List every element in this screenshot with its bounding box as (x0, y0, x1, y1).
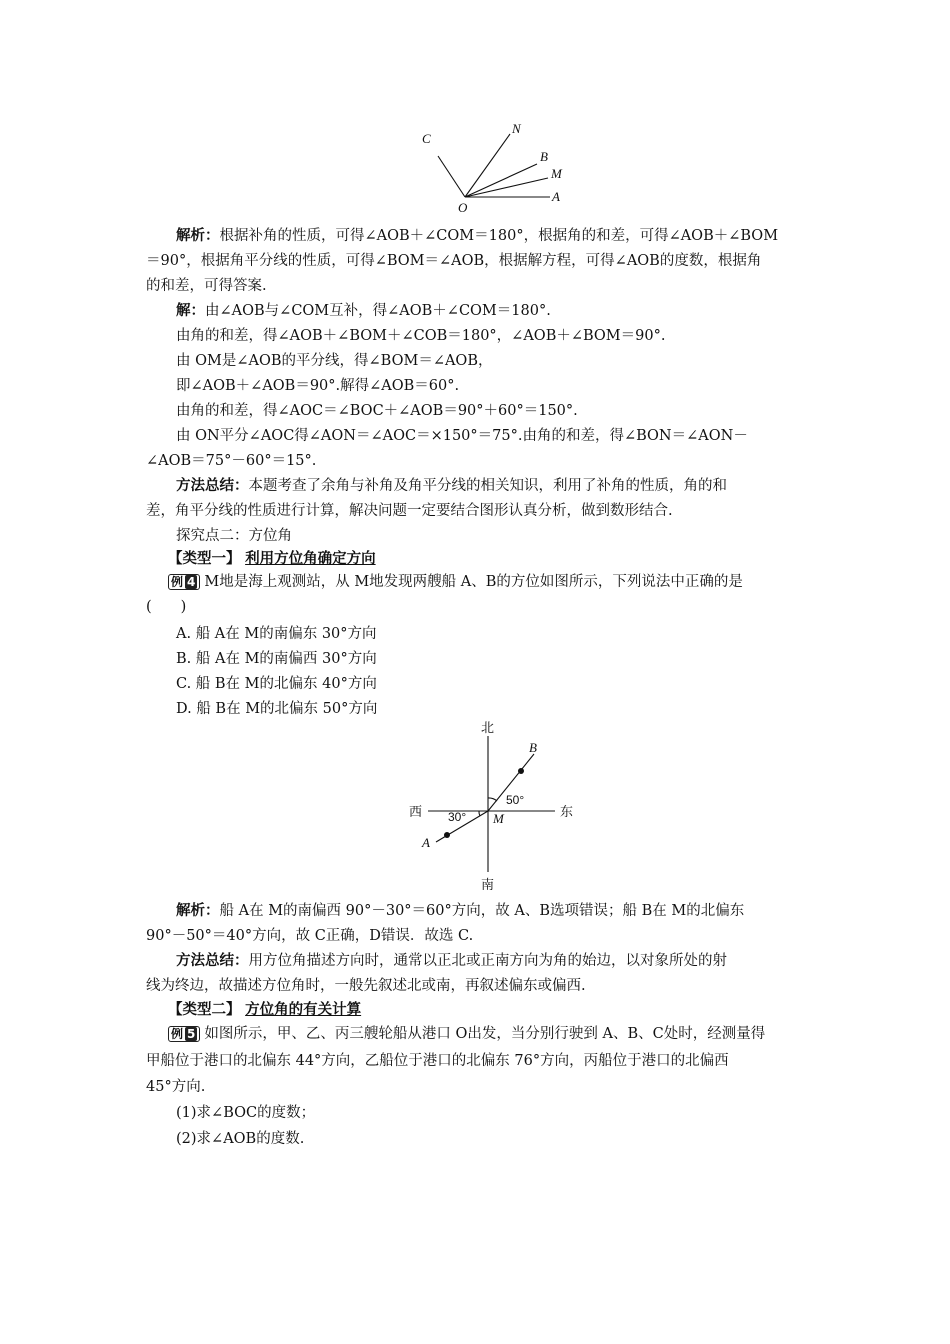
label-north: 北 (481, 721, 495, 736)
example5-question2: (2)求∠AOB的度数. (176, 1131, 305, 1147)
example5-line3: 45°方向. (146, 1079, 206, 1095)
label-c: C (422, 131, 431, 146)
ray-ob (465, 164, 537, 197)
analysis1-line1 (176, 226, 778, 246)
label-point-m: M (493, 811, 504, 826)
ray-om (465, 178, 548, 197)
compass-figure (400, 716, 590, 896)
example5-line1 (168, 1024, 765, 1044)
label-east: 东 (560, 805, 574, 820)
label-west: 西 (409, 805, 423, 820)
analysis2-line2: 90°－50°＝40°方向，故 C正确，D错误．故选 C. (146, 928, 474, 944)
type1-title: 利用方位角确定方向 (245, 551, 376, 567)
example4-line1 (168, 572, 743, 592)
summary2-line2: 线为终边，故描述方位角时，一般先叙述北或南，再叙述偏东或偏西. (146, 978, 586, 994)
analysis1-label: 解析： (176, 228, 220, 244)
example4-option-b: B. 船 A在 M的南偏西 30°方向 (176, 651, 377, 667)
label-angle-30: 30° (448, 810, 467, 824)
summary2-line1 (176, 951, 727, 971)
arc-30 (479, 811, 480, 816)
example5-line2: 甲船位于港口的北偏东 44°方向，乙船位于港口的北偏东 76°方向，丙船位于港口的北偏西 (146, 1053, 729, 1069)
label-angle-50: 50° (506, 793, 525, 807)
label-point-b: B (529, 740, 537, 755)
angle-figure (410, 118, 580, 218)
solution1-label: 解： (176, 303, 205, 319)
arc-50 (488, 798, 497, 801)
label-point-a: A (422, 835, 430, 850)
analysis2-line1 (176, 901, 744, 921)
example4-option-d: D. 船 B在 M的北偏东 50°方向 (176, 701, 378, 717)
label-n: N (512, 121, 521, 136)
label-a: A (552, 189, 560, 204)
analysis1-line3: 的和差，可得答案. (146, 278, 267, 294)
solution1-line6: 由 ON平分∠AOC得∠AON＝∠AOC＝×150°＝75°.由角的和差，得∠BON＝∠AON－ (176, 428, 748, 444)
solution1-line2: 由角的和差，得∠AOB＋∠BOM＋∠COB＝180°，∠AOB＋∠BOM＝90°. (176, 328, 666, 344)
ray-on (465, 134, 510, 197)
example4-option-a: A. 船 A在 M的南偏东 30°方向 (176, 626, 377, 642)
ray-oc (438, 156, 465, 197)
solution1-line3: 由 OM是∠AOB的平分线，得∠BOM＝∠AOB， (176, 353, 493, 369)
example4-stem1: M地是海上观测站，从 M地发现两艘船 A、B的方位如图所示，下列说法中正确的是 (204, 574, 743, 590)
analysis1-text1: 根据补角的性质，可得∠AOB＋∠COM＝180°，根据角的和差，可得∠AOB＋∠BOM (219, 228, 779, 244)
solution1-text1: 由∠AOB与∠COM互补，得∠AOB＋∠COM＝180°. (205, 303, 551, 319)
summary1-text1: 本题考查了余角与补角及角平分线的相关知识，利用了补角的性质，角的和 (248, 478, 727, 494)
point-a (444, 832, 450, 838)
solution1-line5: 由角的和差，得∠AOC＝∠BOC＋∠AOB＝90°＋60°＝150°. (176, 403, 578, 419)
type1-heading (168, 549, 376, 569)
solution1-line7: ∠AOB＝75°－60°＝15°. (146, 453, 317, 469)
label-b: B (540, 149, 548, 164)
solution1-line4: 即∠AOB＋∠AOB＝90°.解得∠AOB＝60°. (176, 378, 460, 394)
summary1-line2: 差，角平分线的性质进行计算，解决问题一定要结合图形认真分析，做到数形结合. (146, 503, 673, 519)
label-m: M (551, 166, 562, 181)
section2-title: 探究点二：方位角 (176, 528, 292, 544)
point-b (518, 768, 524, 774)
example4-badge: 例 4 (168, 574, 200, 590)
analysis1-line2: ＝90°，根据角平分线的性质，可得∠BOM＝∠AOB，根据解方程，可得∠AOB的度数，根据角 (146, 253, 762, 269)
type2-head: 【类型二】 (168, 1002, 241, 1018)
type2-title: 方位角的有关计算 (245, 1002, 362, 1018)
analysis2-text1: 船 A在 M的南偏西 90°－30°＝60°方向，故 A、B选项错误；船 B在 M的北偏东 (219, 903, 745, 919)
example5-text1: 如图所示，甲、乙、丙三艘轮船从港口 O出发，当分别行驶到 A、B、C处时，经测量得 (204, 1026, 766, 1042)
type1-head: 【类型一】 (168, 551, 241, 567)
summary2-label: 方法总结： (176, 953, 249, 969)
example4-option-c: C. 船 B在 M的北偏东 40°方向 (176, 676, 377, 692)
analysis2-label: 解析： (176, 903, 220, 919)
example4-stem2: ( ) (146, 599, 187, 615)
example5-badge: 例 5 (168, 1026, 200, 1042)
solution1-line1 (176, 301, 551, 321)
type2-heading (168, 1000, 361, 1020)
label-south: 南 (481, 878, 495, 893)
summary2-text1: 用方位角描述方向时，通常以正北或正南方向为角的始边，以对象所处的射 (248, 953, 727, 969)
summary1-line1 (176, 476, 727, 496)
label-o: O (458, 200, 468, 215)
example5-question1: (1)求∠BOC的度数； (176, 1105, 316, 1121)
summary1-label: 方法总结： (176, 478, 249, 494)
